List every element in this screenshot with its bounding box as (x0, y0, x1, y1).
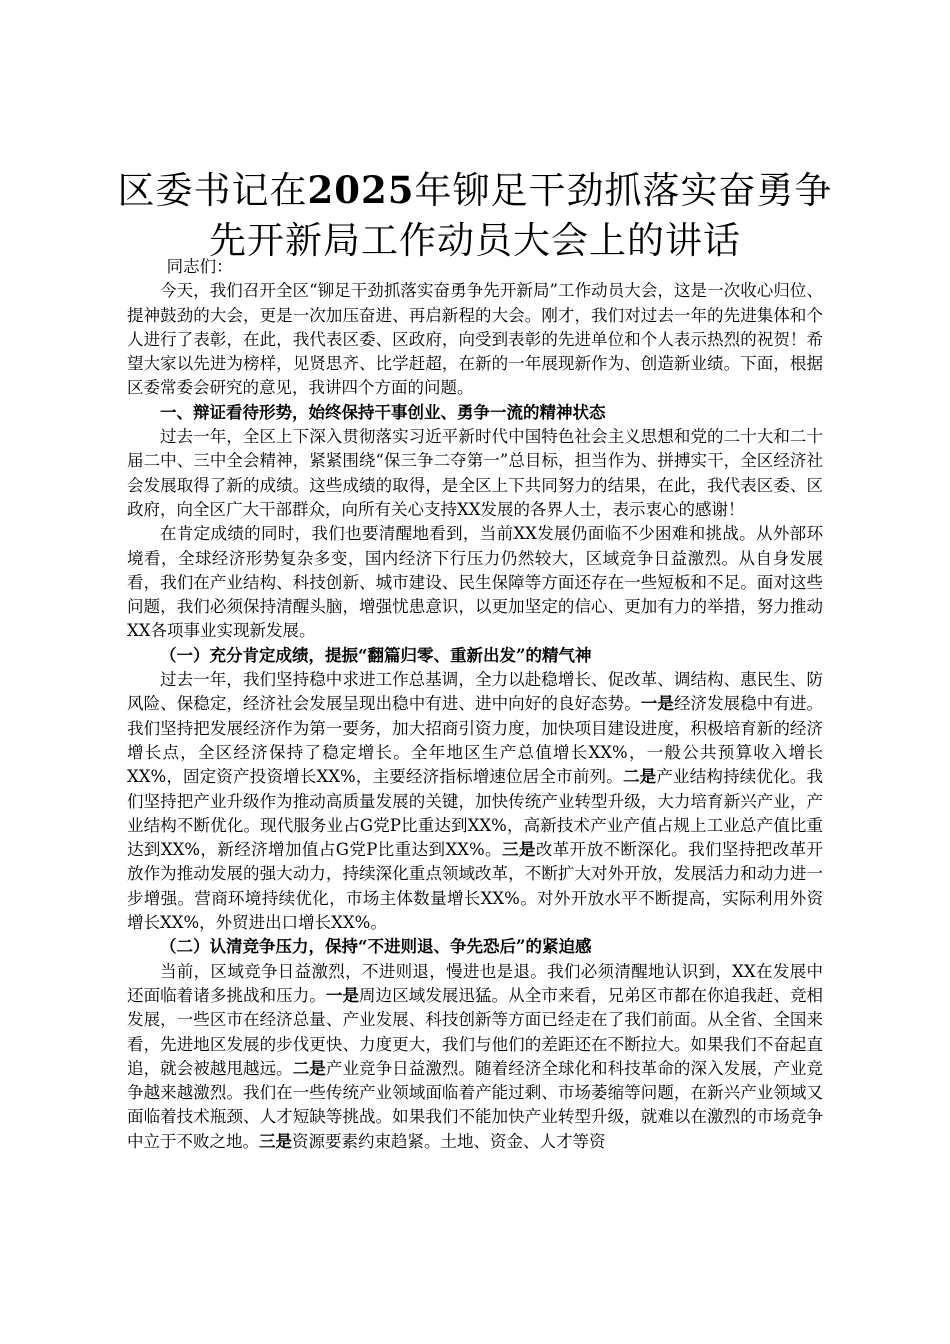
subsection-heading-2: （二）认清竞争压力，保持“不进则退、争先恐后”的紧迫感 (160, 937, 592, 957)
review-point-1: 经济发展稳中有进。我们坚持把发展经济作为第一要务，加大招商引资力度，加快项目建设进度，积极培育新的经济增长点，全区经济保持了稳定增长。全年地区生产总值增长XX%，一般公共预算收入增长XX%，固定资产投资增长XX%，主要经济指标增速位居全市前列。 (127, 694, 824, 787)
review-point-3: 改革开放不断深化。我们坚持把改革开放作为推动发展的强大动力，持续深化重点领域改革，不断扩大对外开放，发展活力和动力进一步增强。营商环境持续优化，市场主体数量增长XX%。对外开放水平不断提高，实际利用外资增长XX%，外贸进出口增长XX%。 (127, 840, 824, 933)
intro-paragraph: 今天，我们召开全区“铆足干劲抓落实奋勇争先开新局”工作动员大会，这是一次收心归位、提神鼓劲的大会，更是一次加压奋进、再启新程的大会。刚才，我们对过去一年的先进集体和个人进行了表彰，在此，我代表区委、区政府，向受到表彰的先进单位和个人表示热烈的祝贺！希望大家以先进为榜样，见贤思齐、比学赶超，在新的一年展现新作为、创造新业绩。下面，根据区委常委会研究的意见，我讲四个方面的问题。 (127, 281, 823, 398)
point-marker-2: 二是 (622, 767, 657, 787)
pressure-marker-2: 二是 (292, 1058, 326, 1078)
document-title (110, 165, 840, 266)
title-prefix: 区委书记在 (117, 169, 308, 212)
paragraph-pressure (127, 960, 823, 1154)
pressure-point-1: 周边区域发展迅猛。从全市来看，兄弟区市都在你追我赶、竞相发展，一些区市在经济总量、产业发展、科技创新等方面已经走在了我们前面。从全省、全国来看，先进地区发展的步伐更快、力度更大，我们与他们的差距还在不断拉大。如果我们不奋起直追，就会被越甩越远。 (127, 985, 824, 1078)
paragraph-achievements: 过去一年，全区上下深入贯彻落实习近平新时代中国特色社会主义思想和党的二十大和二十届二中、三中全会精神，紧紧围绕“保三争二夺第一”总目标，担当作为、拼搏实干，全区经济社会发展取得了新的成绩。这些成绩的取得，是全区上下共同努力的结果，在此，我代表区委、区政府，向全区广大干部群众，向所有关心支持XX发展的各界人士，表示衷心的感谢！ (127, 427, 823, 519)
title-year: 2025 (307, 168, 415, 212)
paragraph-challenges: 在肯定成绩的同时，我们也要清醒地看到，当前XX发展仍面临不少困难和挑战。从外部环境看，全球经济形势复杂多变，国内经济下行压力仍然较大，区域竞争日益激烈。从自身发展看，我们在产业结构、科技创新、城市建设、民生保障等方面还存在一些短板和不足。面对这些问题，我们必须保持清醒头脑，增强忧患意识，以更加坚定的信心、更加有力的举措，努力推动XX各项事业实现新发展。 (127, 524, 823, 641)
pressure-point-3: 资源要素约束趋紧。土地、资金、人才等资 (292, 1131, 606, 1151)
pressure-marker-1: 一是 (325, 985, 360, 1005)
point-marker-3: 三是 (501, 840, 536, 860)
pressure-point-2: 产业竞争日益激烈。随着经济全球化和科技革命的深入发展，产业竞争越来越激烈。我们在一些传统产业领域面临着产能过剩、市场萎缩等问题，在新兴产业领域又面临着技术瓶颈、人才短缺等挑战。如果我们不能加快产业转型升级，就难以在激烈的市场竞争中立于不败之地。 (127, 1058, 824, 1151)
subsection-heading-1: （一）充分肯定成绩，提振“翻篇归零、重新出发”的精气神 (160, 645, 592, 665)
review-intro: 过去一年，我们坚持稳中求进工作总基调，全力以赴稳增长、促改革、调结构、惠民生、防风险、保稳定，经济社会发展呈现出稳中有进、进中向好的良好态势。 (127, 670, 823, 714)
document-body (127, 255, 823, 1154)
title-rest: 年铆足干劲抓落实奋勇争先开新局工作动员大会上的讲话 (209, 169, 833, 262)
salutation: 同志们： (166, 257, 233, 276)
paragraph-review (127, 668, 823, 935)
review-point-2: 产业结构持续优化。我们坚持把产业升级作为推动高质量发展的关键，加快传统产业转型升级，大力培育新兴产业，产业结构不断优化。现代服务业占G党P比重达到XX%，高新技术产业产值占规上工业总产值比重达到XX%，新经济增加值占G党P比重达到XX%。 (127, 767, 824, 860)
section-heading-1: 一、辩证看待形势，始终保持干事创业、勇争一流的精神状态 (160, 402, 606, 422)
point-marker-1: 一是 (640, 694, 674, 714)
pressure-intro: 当前，区域竞争日益激烈，不进则退，慢进也是退。我们必须清醒地认识到，XX在发展中还面临着诸多挑战和压力。 (127, 961, 823, 1005)
pressure-marker-3: 三是 (259, 1131, 292, 1151)
